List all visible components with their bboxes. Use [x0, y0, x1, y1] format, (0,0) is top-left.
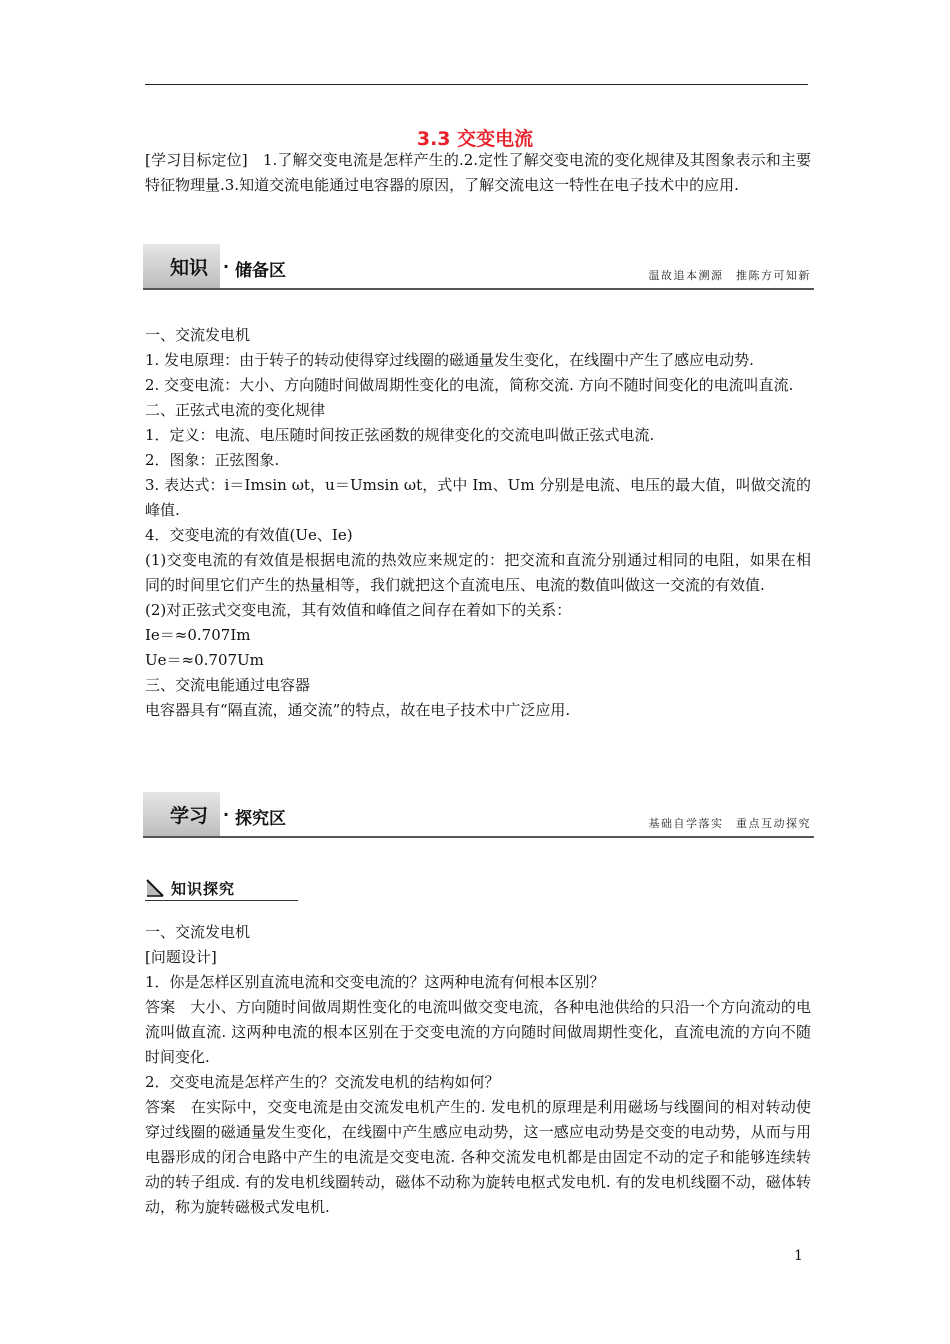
section-heading: 二、正弦式电流的变化规律	[145, 401, 326, 419]
banner-rule	[143, 288, 814, 290]
question: 2．交变电流是怎样产生的？交流发电机的结构如何？	[145, 1073, 500, 1091]
subsection-title: 知识探究	[171, 880, 236, 898]
paragraph: (2)对正弦式交变电流，其有效值和峰值之间存在着如下的关系：	[145, 601, 572, 619]
paragraph: (1)交变电流的有效值是根据电流的热效应来规定的：把交流和直流分别通过相同的电阻，如果在相同的时间里它们产生的热量相等，我们就把这个直流电压、电流的数值叫做这一交流的有效值.	[145, 551, 811, 594]
banner-motto: 基础自学落实 重点互动探究	[648, 817, 811, 830]
paragraph: 2. 交变电流：大小、方向随时间做周期性变化的电流，简称交流. 方向不随时间变化的电流叫直流.	[145, 376, 794, 394]
diagonal-mark-icon	[146, 879, 164, 901]
banner-subtitle: 探究区	[235, 809, 286, 829]
subsection-rule	[145, 900, 298, 901]
banner-title: 知识	[170, 257, 209, 279]
banner-dot: ·	[223, 257, 230, 276]
paragraph: 2．图象：正弦图象.	[145, 451, 280, 469]
section-heading: 三、交流电能通过电容器	[145, 676, 311, 694]
page-number: 1	[794, 1248, 803, 1264]
header-rule	[145, 84, 808, 85]
objectives-text: [学习目标定位] 1.了解交变电流是怎样产生的.2.定性了解交变电流的变化规律及其图象表示和主要特征物理量.3.知道交流电能通过电容器的原因，了解交流电这一特性在电子技术中的应用.	[145, 151, 811, 194]
banner-subtitle: 储备区	[235, 261, 286, 281]
section-heading: 一、交流发电机	[145, 923, 251, 941]
paragraph: 电容器具有“隔直流，通交流”的特点，故在电子技术中广泛应用.	[145, 701, 571, 719]
paragraph: 4．交变电流的有效值(Ue、Ie)	[145, 526, 353, 544]
banner-dot: ·	[223, 805, 230, 824]
formula-line: Ue＝≈0.707Um	[145, 651, 264, 669]
page-title: 3.3 交变电流	[416, 128, 534, 150]
explore-section	[145, 920, 811, 1220]
banner-motto: 温故追本溯源 推陈方可知新	[648, 269, 811, 282]
paragraph: 3. 表达式：i＝Imsin ωt，u＝Umsin ωt，式中 Im、Um 分别是电流、电压的最大值，叫做交流的峰值.	[145, 476, 811, 519]
section-heading: 一、交流发电机	[145, 326, 251, 344]
paragraph: 1．定义：电流、电压随时间按正弦函数的规律变化的交流电叫做正弦式电流.	[145, 426, 655, 444]
answer: 答案 大小、方向随时间做周期性变化的电流叫做交变电流，各种电池供给的只沿一个方向流动的电流叫做直流. 这两种电流的根本区别在于交变电流的方向随时间做周期性变化，直流电流的方向不随时间变化.	[145, 998, 811, 1066]
objectives-block	[145, 148, 811, 198]
banner-title: 学习	[170, 805, 209, 827]
label-text: [问题设计]	[145, 948, 217, 966]
banner-knowledge-reserve	[143, 244, 814, 290]
banner-study-explore	[143, 792, 814, 838]
paragraph: 1. 发电原理：由于转子的转动使得穿过线圈的磁通量发生变化，在线圈中产生了感应电动势.	[145, 351, 754, 369]
knowledge-section	[145, 323, 811, 723]
banner-rule	[143, 836, 814, 838]
question: 1．你是怎样区别直流电流和交变电流的？这两种电流有何根本区别？	[145, 973, 605, 991]
formula-line: Ie＝≈0.707Im	[145, 626, 251, 644]
answer: 答案 在实际中，交变电流是由交流发电机产生的. 发电机的原理是利用磁场与线圈间的相对转动使穿过线圈的磁通量发生变化，在线圈中产生感应电动势，这一感应电动势是交变的电动势，从而与用电器形成的闭合电路中产生的电流是交变电流. 各种交流发电机都是由固定不动的定子和能够连续转动的转子组成. 有的发电机线圈转动，磁体不动称为旋转电枢式发电机. 有的发电机线圈不动，磁体转动，称为旋转磁极式发电机.	[145, 1098, 811, 1216]
subsection-header	[145, 876, 298, 902]
